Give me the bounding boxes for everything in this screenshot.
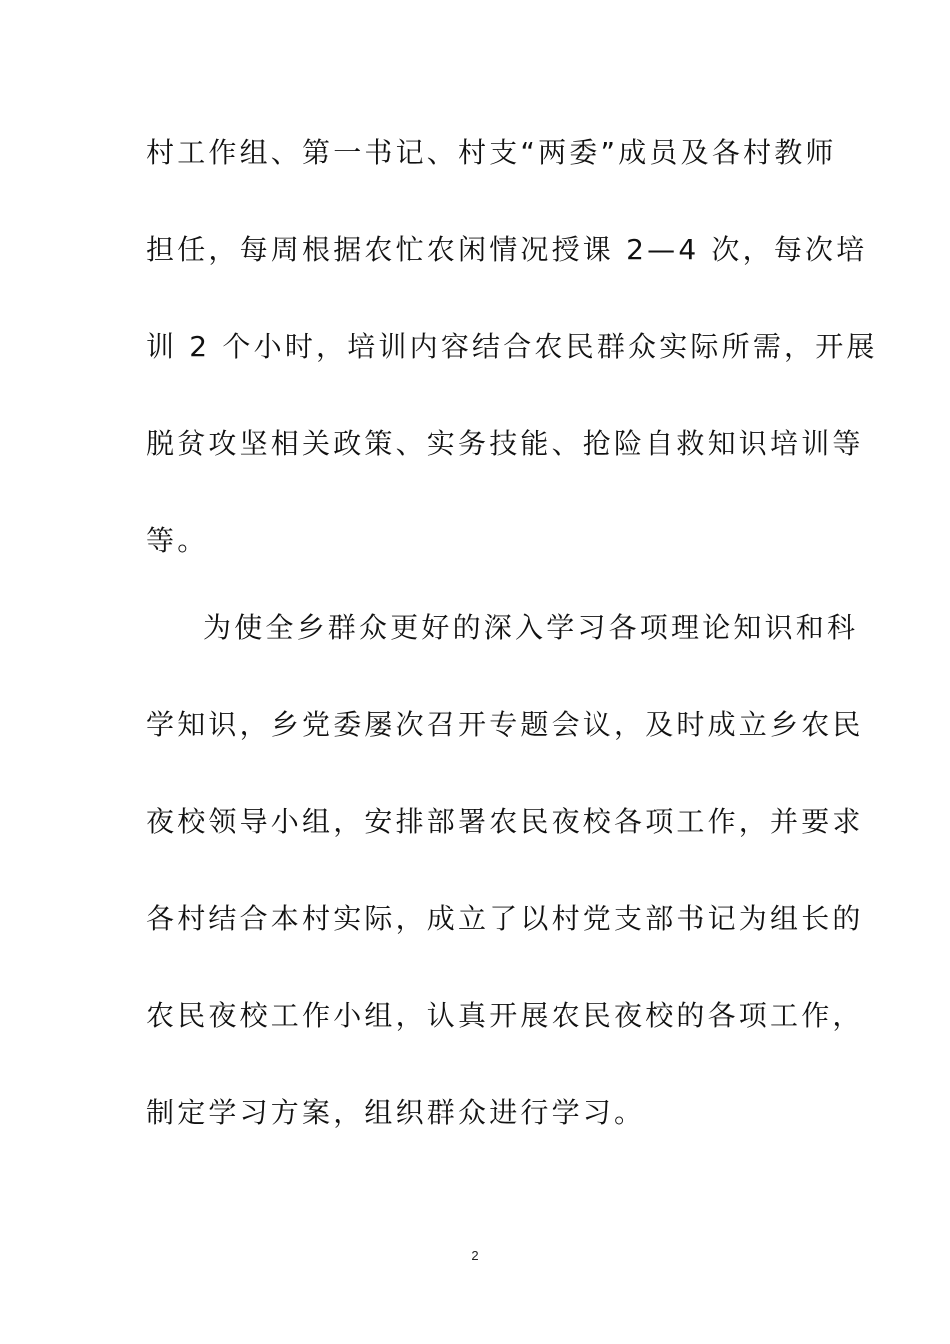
page-number: 2 (471, 1248, 479, 1263)
text-line: 村工作组、第一书记、村支“两委”成员及各村教师 (146, 136, 837, 169)
text-line: 训 2 个小时，培训内容结合农民群众实际所需，开展 (146, 330, 878, 363)
text-line: 夜校领导小组，安排部署农民夜校各项工作，并要求 (146, 805, 864, 838)
text-line: 等。 (146, 524, 209, 557)
text-line: 制定学习方案，组织群众进行学习。 (146, 1096, 646, 1129)
text-line: 担任，每周根据农忙农闲情况授课 2—4 次，每次培 (146, 233, 868, 266)
text-line: 脱贫攻坚相关政策、实务技能、抢险自救知识培训等 (146, 427, 864, 460)
text-line: 学知识，乡党委屡次召开专题会议，及时成立乡农民 (146, 708, 864, 741)
text-line: 农民夜校工作小组，认真开展农民夜校的各项工作， (146, 999, 864, 1032)
text-line: 各村结合本村实际，成立了以村党支部书记为组长的 (146, 902, 864, 935)
text-line: 为使全乡群众更好的深入学习各项理论知识和科 (203, 611, 859, 644)
